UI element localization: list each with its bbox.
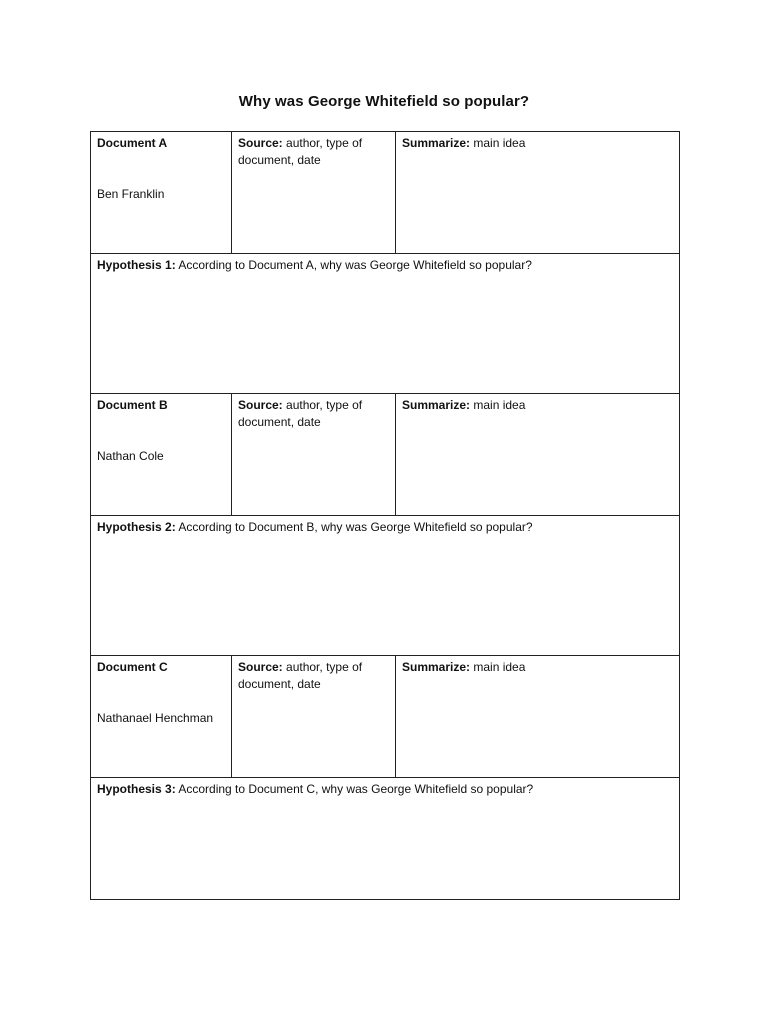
hypothesis-label: Hypothesis 2: (97, 520, 176, 534)
summary-prompt: main idea (473, 136, 526, 150)
summary-label: Summarize: (402, 398, 471, 412)
summary-prompt: main idea (473, 660, 526, 674)
hypothesis-label: Hypothesis 3: (97, 782, 176, 796)
source-cell-a[interactable] (232, 132, 396, 254)
hypothesis-question: According to Document B, why was George Whitefield so popular? (178, 520, 533, 534)
hypothesis-cell-3[interactable] (91, 778, 680, 900)
source-label: Source: (238, 660, 283, 674)
page-title: Why was George Whitefield so popular? (238, 93, 530, 110)
summary-cell-c[interactable] (396, 656, 680, 778)
summary-label: Summarize: (402, 136, 471, 150)
source-label: Source: (238, 136, 283, 150)
document-cell-c[interactable] (91, 656, 232, 778)
worksheet-table (90, 131, 680, 900)
document-author-name: Nathan Cole (97, 449, 164, 463)
hypothesis-row-2 (91, 516, 680, 656)
hypothesis-question: According to Document A, why was George Whitefield so popular? (178, 258, 532, 272)
document-cell-a[interactable] (91, 132, 232, 254)
source-cell-c[interactable] (232, 656, 396, 778)
summary-cell-b[interactable] (396, 394, 680, 516)
source-prompt: author, type of document, date (238, 398, 363, 429)
summary-label: Summarize: (402, 660, 471, 674)
hypothesis-question: According to Document C, why was George Whitefield so popular? (178, 782, 534, 796)
document-author-name: Ben Franklin (97, 187, 165, 201)
hypothesis-cell-2[interactable] (91, 516, 680, 656)
summary-prompt: main idea (473, 398, 526, 412)
document-row-a (91, 132, 680, 254)
document-label: Document A (97, 136, 168, 150)
document-row-b (91, 394, 680, 516)
document-author-name: Nathanael Henchman (97, 711, 214, 725)
hypothesis-label: Hypothesis 1: (97, 258, 176, 272)
hypothesis-cell-1[interactable] (91, 254, 680, 394)
source-prompt: author, type of document, date (238, 136, 363, 167)
source-label: Source: (238, 398, 283, 412)
hypothesis-row-3 (91, 778, 680, 900)
summary-cell-a[interactable] (396, 132, 680, 254)
source-cell-b[interactable] (232, 394, 396, 516)
document-row-c (91, 656, 680, 778)
document-cell-b[interactable] (91, 394, 232, 516)
source-prompt: author, type of document, date (238, 660, 363, 691)
document-label: Document C (97, 660, 168, 674)
document-label: Document B (97, 398, 168, 412)
hypothesis-row-1 (91, 254, 680, 394)
